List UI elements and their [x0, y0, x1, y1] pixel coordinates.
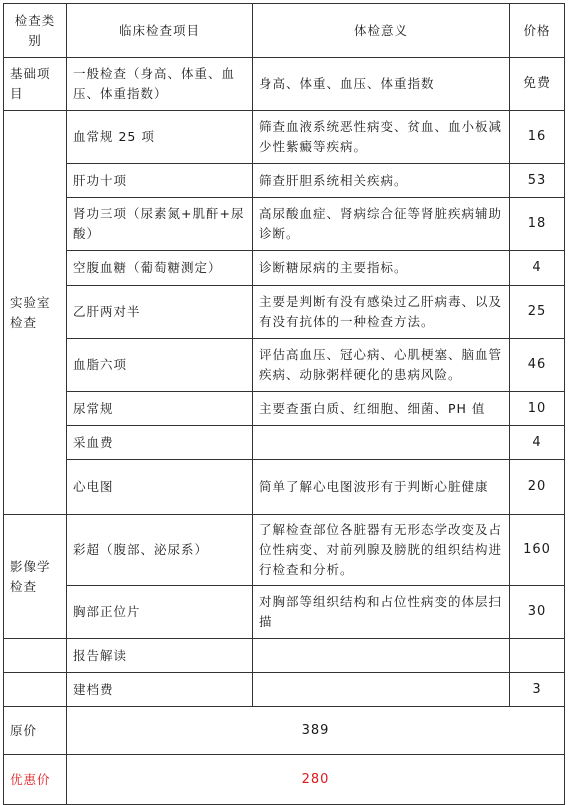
header-price: 价格 [510, 4, 565, 58]
item-price: 30 [510, 586, 565, 639]
item-meaning [253, 426, 510, 460]
category-basic: 基础项目 [4, 58, 67, 111]
discount-price-row [4, 755, 565, 805]
price-table [3, 3, 565, 805]
item-meaning: 筛查血液系统恶性病变、贫血、血小板减少性紫癜等疾病。 [253, 111, 510, 164]
table-row [4, 339, 565, 392]
item-name: 报告解读 [67, 639, 253, 673]
item-meaning [253, 673, 510, 707]
category-empty [4, 639, 67, 673]
item-name: 心电图 [67, 460, 253, 515]
table-row [4, 286, 565, 339]
item-name: 血常规 25 项 [67, 111, 253, 164]
item-meaning: 身高、体重、血压、体重指数 [253, 58, 510, 111]
item-name: 空腹血糖（葡萄糖测定） [67, 251, 253, 286]
item-meaning: 筛查肝胆系统相关疾病。 [253, 164, 510, 198]
item-price: 10 [510, 392, 565, 426]
category-lab: 实验室检查 [4, 111, 67, 515]
item-meaning: 评估高血压、冠心病、心肌梗塞、脑血管疾病、动脉粥样硬化的患病风险。 [253, 339, 510, 392]
item-price: 16 [510, 111, 565, 164]
table-row [4, 392, 565, 426]
table-row [4, 673, 565, 707]
item-name: 乙肝两对半 [67, 286, 253, 339]
item-name: 彩超（腹部、泌尿系） [67, 515, 253, 586]
table-row [4, 460, 565, 515]
table-row [4, 111, 565, 164]
category-imaging: 影像学检查 [4, 515, 67, 639]
discount-price-value: 280 [67, 755, 565, 805]
item-price: 免费 [510, 58, 565, 111]
table-row [4, 198, 565, 251]
item-name: 建档费 [67, 673, 253, 707]
item-meaning: 主要是判断有没有感染过乙肝病毒、以及有没有抗体的一种检查方法。 [253, 286, 510, 339]
item-price: 46 [510, 339, 565, 392]
item-meaning: 高尿酸血症、肾病综合征等肾脏疾病辅助诊断。 [253, 198, 510, 251]
table-row [4, 639, 565, 673]
original-price-value: 389 [67, 707, 565, 755]
header-item: 临床检查项目 [67, 4, 253, 58]
item-price [510, 639, 565, 673]
item-price: 53 [510, 164, 565, 198]
item-meaning: 诊断糖尿病的主要指标。 [253, 251, 510, 286]
original-price-label: 原价 [4, 707, 67, 755]
item-price: 4 [510, 426, 565, 460]
header-row [4, 4, 565, 58]
item-price: 18 [510, 198, 565, 251]
table-row [4, 164, 565, 198]
item-price: 25 [510, 286, 565, 339]
item-price: 160 [510, 515, 565, 586]
item-name: 胸部正位片 [67, 586, 253, 639]
category-empty [4, 673, 67, 707]
table-row [4, 586, 565, 639]
table-row [4, 251, 565, 286]
item-name: 一般检查（身高、体重、血压、体重指数） [67, 58, 253, 111]
table-row [4, 515, 565, 586]
item-price: 20 [510, 460, 565, 515]
item-price: 3 [510, 673, 565, 707]
table-row [4, 426, 565, 460]
item-meaning: 了解检查部位各脏器有无形态学改变及占位性病变、对前列腺及膀胱的组织结构进行检查和分析。 [253, 515, 510, 586]
item-meaning: 简单了解心电图波形有于判断心脏健康 [253, 460, 510, 515]
item-name: 血脂六项 [67, 339, 253, 392]
item-meaning: 主要查蛋白质、红细胞、细菌、PH 值 [253, 392, 510, 426]
discount-price-label: 优惠价 [4, 755, 67, 805]
item-name: 肾功三项（尿素氮+肌酐+尿酸） [67, 198, 253, 251]
header-category: 检查类别 [4, 4, 67, 58]
item-name: 采血费 [67, 426, 253, 460]
original-price-row [4, 707, 565, 755]
header-meaning: 体检意义 [253, 4, 510, 58]
item-name: 肝功十项 [67, 164, 253, 198]
table-row [4, 58, 565, 111]
item-price: 4 [510, 251, 565, 286]
item-meaning: 对胸部等组织结构和占位性病变的体层扫描 [253, 586, 510, 639]
item-name: 尿常规 [67, 392, 253, 426]
item-meaning [253, 639, 510, 673]
